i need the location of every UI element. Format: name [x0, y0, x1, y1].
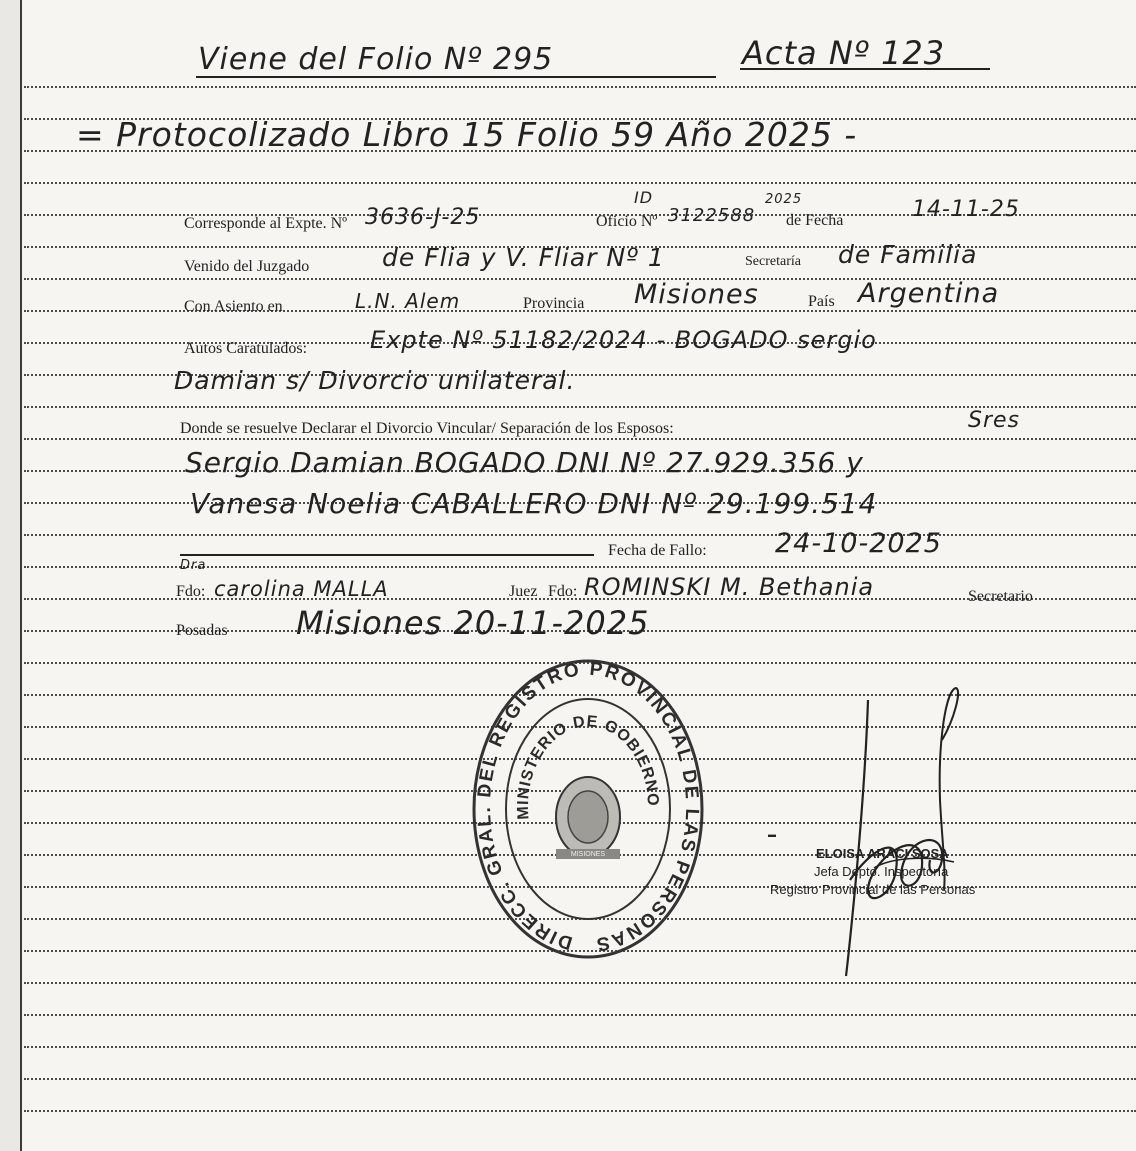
value-fecha: 14-11-25	[912, 197, 1020, 222]
value-fecha-fallo: 24-10-2025	[775, 528, 942, 559]
stamp-dash: ▬	[768, 830, 776, 839]
value-dra: Dra	[180, 558, 207, 573]
label-venido: Venido del Juzgado	[184, 258, 310, 275]
seal-center-text: MISIONES	[570, 851, 606, 858]
official-seal	[470, 657, 706, 962]
value-esposa: Vanesa Noelia CABALLERO DNI Nº 29.199.514	[190, 487, 878, 520]
ruled-line	[24, 438, 1136, 440]
ruled-line	[24, 86, 1136, 88]
viene-folio-text: Viene del Folio Nº 295	[198, 42, 554, 77]
label-secretaria: Secretaría	[745, 254, 801, 269]
value-posadas-fecha: Misiones 20-11-2025	[296, 604, 650, 642]
ruled-line	[24, 1014, 1136, 1016]
value-autos-line1: Expte Nº 51182/2024 - BOGADO sergio	[370, 326, 877, 354]
value-autos-line2: Damian s/ Divorcio unilateral.	[174, 366, 576, 395]
label-donde: Donde se resuelve Declarar el Divorcio Vincular/ Separación de los Esposos:	[180, 420, 674, 437]
value-oficio-num: 3122588	[668, 205, 756, 226]
ruled-line	[24, 182, 1136, 184]
label-fdo-juez: Fdo:	[176, 583, 206, 600]
label-autos: Autos Caratulados:	[184, 340, 308, 357]
value-provincia: Misiones	[634, 279, 759, 310]
label-juez: Juez	[509, 583, 538, 600]
ruled-line	[24, 1078, 1136, 1080]
label-provincia: Provincia	[523, 295, 585, 312]
label-posadas: Posadas	[176, 622, 228, 639]
seal-outer-text: DIRECC. GRAL. DEL REGISTRO PROVINCIAL DE LAS PERSONAS	[474, 658, 703, 955]
value-secretario-nombre: ROMINSKI M. Bethania	[584, 573, 875, 601]
acta-text: Acta Nº 123	[742, 34, 946, 72]
label-pais: País	[808, 293, 835, 310]
seal-inner-text: MINISTERIO DE GOBIERNO	[514, 713, 662, 821]
ruled-line	[24, 534, 1136, 536]
protocolizado-text: = Protocolizado Libro 15 Folio 59 Año 2025 -	[76, 115, 858, 154]
value-secretaria: de Familia	[838, 240, 978, 269]
value-pais: Argentina	[858, 278, 1000, 309]
stamp-role: Jefa Depto. Inspectoría	[814, 864, 949, 879]
label-fdo-sec: Fdo:	[548, 583, 578, 600]
viene-underline	[196, 76, 716, 78]
seal-emblem	[556, 777, 620, 859]
value-id-label: ID	[634, 188, 654, 207]
label-secretario: Secretario	[968, 588, 1033, 605]
value-oficio-year: 2025	[765, 192, 803, 207]
value-juzgado: de Flia y V. Fliar Nº 1	[382, 243, 665, 272]
acta-underline	[740, 68, 990, 70]
label-asiento: Con Asiento en	[184, 298, 283, 315]
ruled-line	[24, 1110, 1136, 1112]
value-asiento: L.N. Alem	[355, 289, 461, 313]
value-esposo: Sergio Damian BOGADO DNI Nº 27.929.356 y	[185, 446, 864, 479]
value-juez-nombre: carolina MALLA	[214, 577, 389, 601]
label-oficio: Oficio Nº	[596, 213, 658, 230]
page-edge	[0, 0, 20, 1151]
value-sres: Sres	[968, 408, 1021, 433]
margin-line	[20, 0, 22, 1151]
label-fecha: de Fecha	[786, 212, 844, 229]
stamp-office: Registro Provincial de las Personas	[770, 882, 976, 897]
fallo-underline	[180, 554, 594, 556]
label-corresponde: Corresponde al Expte. Nº	[184, 215, 348, 232]
value-expte: 3636-J-25	[365, 205, 481, 230]
stamp-name: ELOISA ARACI SOSA	[816, 846, 949, 861]
handwritten-signature	[830, 680, 980, 980]
ruled-line	[24, 1046, 1136, 1048]
ruled-line	[24, 982, 1136, 984]
label-fecha-fallo: Fecha de Fallo:	[608, 542, 707, 559]
